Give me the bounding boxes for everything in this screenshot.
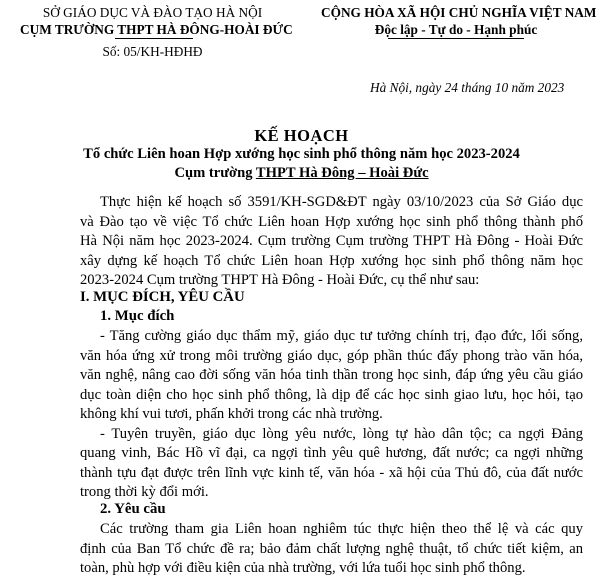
purpose-a-line-1: - Tăng cường giáo dục thẩm mỹ, giáo dục tư tưởng chính trị, đạo đức, lối sống, <box>100 328 583 344</box>
purpose-b-line-2: quang vinh, Bác Hồ vĩ đại, ca ngợi tình yêu quê hương, đất nước; ca ngợi những <box>80 445 583 461</box>
intro-line-2: và Đào tạo về việc Tổ chức Liên hoan Hợp xướng học sinh phổ thông thành phố <box>80 214 583 230</box>
section-heading-purpose-requirements: I. MỤC ĐÍCH, YÊU CẦU <box>80 289 245 305</box>
subheading-purpose: 1. Mục đích <box>100 308 175 324</box>
document-subtitle-cluster <box>0 164 603 183</box>
intro-line-1: Thực hiện kế hoạch số 3591/KH-SGD&ĐT ngày 03/10/2023 của Sở Giáo dục <box>100 194 583 210</box>
document-number: Số: 05/KH-HĐHĐ <box>102 44 203 59</box>
purpose-a-line-2: văn hóa ứng xử trong môi trường giáo dục, góp phần thúc đẩy phong trào văn hóa, <box>80 348 583 364</box>
purpose-a-line-4: dục toàn diện cho học sinh phổ thông, là dịp để các học sinh giao lưu, học hỏi, tạo <box>80 387 583 403</box>
purpose-a-line-5: không khí vui tươi, phấn khởi trong các nhà trường. <box>80 406 383 422</box>
intro-line-4: xây dựng kế hoạch Tổ chức Liên hoan Hợp xướng học sinh phổ thông năm học <box>80 253 583 269</box>
requirements-line-1: Các trường tham gia Liên hoan nghiêm túc thực hiện theo thể lệ và các quy <box>100 521 583 537</box>
purpose-b-line-1: - Tuyên truyền, giáo dục lòng yêu nước, lòng tự hào dân tộc; ca ngợi Đảng <box>100 426 583 442</box>
department-name: SỞ GIÁO DỤC VÀ ĐÀO TẠO HÀ NỘI <box>42 5 263 20</box>
national-motto: Độc lập - Tự do - Hạnh phúc <box>374 22 538 37</box>
purpose-b-line-3: thành tựu đạt được trên lĩnh vực kinh tế, văn hóa - xã hội của Thủ đô, của đất nước <box>80 465 583 481</box>
subheading-requirements: 2. Yêu cầu <box>100 501 166 517</box>
subtitle-prefix: Cụm trường <box>174 165 256 181</box>
requirements-line-3: toàn, phù hợp với điều kiện của nhà trường, với lứa tuổi học sinh phổ thông. <box>80 560 526 576</box>
header-left-rule <box>115 38 193 39</box>
document-title: KẾ HOẠCH <box>254 126 349 145</box>
cluster-name: CỤM TRƯỜNG THPT HÀ ĐÔNG-HOÀI ĐỨC <box>20 22 293 37</box>
intro-line-3: Hà Nội năm học 2023-2024. Cụm trường Cụm trường THPT Hà Đông - Hoài Đức <box>80 233 583 249</box>
subtitle-cluster-name: THPT Hà Đông – Hoài Đức <box>255 165 429 181</box>
intro-line-5: 2023-2024 Cụm trường THPT Hà Đông - Hoài Đức, cụ thể như sau: <box>80 272 480 288</box>
nation-name: CỘNG HÒA XÃ HỘI CHỦ NGHĨA VIỆT NAM <box>321 5 597 20</box>
header-right-rule <box>388 38 524 39</box>
purpose-a-line-3: văn nghệ, nâng cao đời sống văn hóa tinh thần trong học sinh, đáp ứng yêu cầu giáo <box>80 367 583 383</box>
place-date: Hà Nội, ngày 24 tháng 10 năm 2023 <box>370 80 565 95</box>
document-subtitle: Tổ chức Liên hoan Hợp xướng học sinh phổ thông năm học 2023-2024 <box>83 146 520 162</box>
requirements-line-2: định của Ban Tổ chức đề ra; bảo đảm chất lượng nghệ thuật, tổ chức tiết kiệm, an <box>80 541 583 557</box>
purpose-b-line-4: trong thời kỳ đổi mới. <box>80 484 209 500</box>
